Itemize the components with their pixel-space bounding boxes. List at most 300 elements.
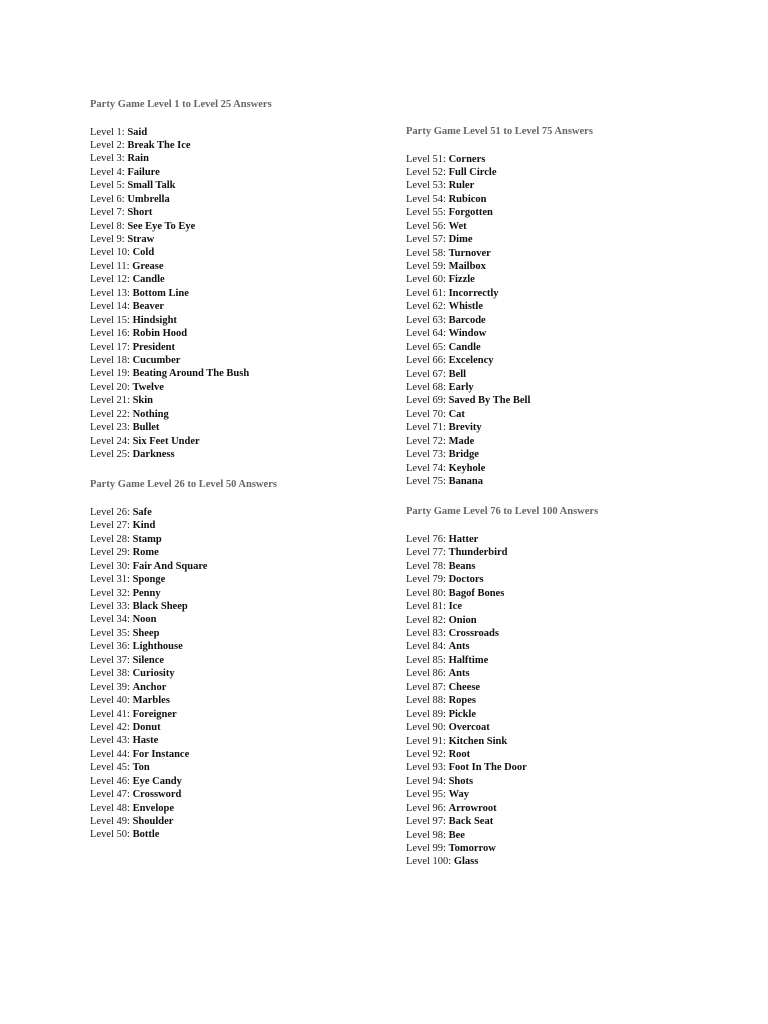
answer-list [406, 153, 706, 489]
level-label: Level 37: [90, 654, 130, 666]
answer-text: Foot In The Door [448, 762, 527, 774]
list-item [406, 300, 706, 313]
level-label: Level 25: [90, 449, 130, 460]
level-label: Level 69: [406, 395, 446, 407]
level-label: Level 49: [90, 816, 130, 827]
level-label: Level 87: [406, 681, 446, 693]
level-label: Level 91: [406, 735, 446, 747]
answer-text: Saved By The Bell [448, 395, 531, 407]
answer-text: Safe [132, 506, 152, 518]
level-label: Level 86: [406, 668, 446, 680]
level-label: Level 96: [406, 802, 446, 814]
list-item [406, 748, 706, 761]
level-label: Level 41: [90, 708, 130, 720]
level-label: Level 62: [406, 301, 446, 313]
answer-text: Bell [448, 368, 467, 380]
list-item [406, 421, 706, 434]
list-item [406, 681, 706, 694]
list-item [90, 260, 390, 273]
list-item [90, 126, 390, 139]
answer-text: Keyhole [448, 462, 486, 474]
level-label: Level 72: [406, 435, 446, 447]
answer-text: Arrowroot [448, 802, 497, 814]
answer-text: Anchor [132, 681, 167, 693]
level-label: Level 94: [406, 775, 446, 787]
answer-text: Fair And Square [132, 560, 208, 572]
level-label: Level 63: [406, 314, 446, 326]
level-label: Level 39: [90, 681, 130, 693]
answer-text: Noon [132, 614, 157, 626]
answer-text: Onion [448, 614, 477, 626]
list-item [406, 842, 706, 855]
level-label: Level 78: [406, 560, 446, 572]
section-heading: Party Game Level 26 to Level 50 Answers [90, 479, 277, 491]
answer-text: Wet [448, 220, 467, 232]
answer-text: For Instance [132, 748, 190, 760]
level-label: Level 68: [406, 381, 446, 393]
answer-text: Straw [127, 234, 155, 245]
answer-text: Shoulder [132, 816, 174, 827]
list-item [90, 708, 390, 721]
section-heading: Party Game Level 51 to Level 75 Answers [406, 126, 593, 137]
section-heading: Party Game Level 1 to Level 25 Answers [90, 99, 272, 110]
level-label: Level 51: [406, 153, 446, 165]
answer-text: Eye Candy [132, 775, 182, 787]
list-item [406, 394, 706, 407]
level-label: Level 35: [90, 627, 130, 639]
level-label: Level 48: [90, 802, 130, 814]
list-item [406, 179, 706, 192]
list-item [90, 233, 390, 246]
list-item [90, 573, 390, 586]
level-label: Level 9: [90, 234, 125, 245]
list-item [406, 587, 706, 600]
list-item [90, 435, 390, 448]
list-item [406, 193, 706, 206]
answer-text: Rome [132, 547, 159, 559]
list-item [90, 220, 390, 233]
level-label: Level 22: [90, 408, 130, 420]
answer-text: Corners [448, 153, 486, 165]
answer-text: Break The Ice [127, 139, 191, 151]
level-label: Level 27: [90, 520, 130, 532]
list-item [90, 166, 390, 179]
level-label: Level 34: [90, 614, 130, 626]
answer-text: President [132, 341, 175, 353]
level-label: Level 38: [90, 668, 130, 680]
list-item [406, 721, 706, 734]
answer-text: Darkness [132, 449, 175, 460]
level-label: Level 19: [90, 368, 130, 380]
list-item [406, 788, 706, 801]
level-label: Level 6: [90, 193, 125, 205]
answer-text: Black Sheep [132, 601, 188, 612]
answer-list [90, 506, 390, 842]
answer-text: Doctors [448, 574, 484, 586]
answer-text: Way [448, 789, 469, 801]
list-item [90, 341, 390, 354]
list-item [406, 408, 706, 421]
list-item [90, 748, 390, 761]
answer-text: Bridge [448, 449, 479, 461]
answer-text: Ton [132, 762, 150, 774]
list-item [90, 828, 390, 841]
section-heading: Party Game Level 76 to Level 100 Answers [406, 506, 599, 518]
answer-text: Skin [132, 395, 154, 407]
answer-text: See Eye To Eye [127, 220, 196, 232]
list-item [406, 654, 706, 667]
answer-text: Cucumber [132, 354, 181, 366]
list-item [406, 546, 706, 559]
level-label: Level 43: [90, 735, 130, 747]
answer-text: Short [127, 207, 153, 219]
level-label: Level 98: [406, 829, 446, 841]
list-item [406, 640, 706, 653]
answer-text: Candle [448, 341, 481, 353]
answer-text: Bottom Line [132, 287, 189, 299]
list-item [90, 506, 390, 519]
answer-text: Overcoat [448, 722, 490, 734]
answer-text: Incorrectly [448, 287, 499, 299]
answer-text: Failure [127, 166, 160, 178]
level-label: Level 60: [406, 274, 446, 286]
level-label: Level 4: [90, 166, 125, 178]
list-item [406, 233, 706, 246]
level-label: Level 73: [406, 449, 446, 461]
level-label: Level 31: [90, 574, 130, 586]
answer-text: Cheese [448, 681, 481, 693]
level-label: Level 81: [406, 601, 446, 613]
level-label: Level 30: [90, 560, 130, 572]
list-item [406, 273, 706, 286]
answer-text: Hindsight [132, 314, 177, 326]
answer-text: Crossroads [448, 628, 499, 639]
list-item [406, 694, 706, 707]
left-column [90, 98, 390, 842]
answers-section [406, 505, 706, 868]
list-item [90, 667, 390, 680]
answer-text: Root [448, 748, 471, 760]
level-label: Level 83: [406, 628, 446, 639]
list-item [90, 448, 390, 461]
answer-text: Tomorrow [448, 843, 496, 854]
answer-text: Robin Hood [132, 328, 188, 340]
answer-text: Early [448, 381, 474, 393]
level-label: Level 10: [90, 247, 130, 259]
list-item [406, 761, 706, 774]
answer-text: Kind [132, 520, 156, 532]
list-item [90, 421, 390, 434]
answer-text: Donut [132, 721, 161, 733]
level-label: Level 100: [406, 856, 452, 868]
answer-text: Halftime [448, 654, 489, 666]
answer-text: Bottle [132, 829, 160, 841]
list-item [406, 462, 706, 475]
list-item [406, 354, 706, 367]
list-item [406, 735, 706, 748]
answer-text: Bee [448, 829, 465, 841]
level-label: Level 66: [406, 355, 446, 367]
answer-text: Bagof Bones [448, 587, 505, 599]
list-item [406, 829, 706, 842]
list-item [90, 654, 390, 667]
answer-text: Ruler [448, 180, 475, 192]
answers-section [90, 98, 390, 461]
answer-text: Full Circle [448, 166, 497, 178]
answer-list [406, 533, 706, 869]
list-item [406, 614, 706, 627]
answer-text: Pickle [448, 708, 476, 720]
answer-text: Rubicon [448, 193, 487, 205]
level-label: Level 16: [90, 328, 130, 340]
level-label: Level 61: [406, 287, 446, 299]
list-item [90, 139, 390, 152]
list-item [406, 560, 706, 573]
answer-text: Kitchen Sink [448, 735, 508, 747]
list-item [406, 220, 706, 233]
list-item [90, 600, 390, 613]
level-label: Level 55: [406, 207, 446, 219]
list-item [90, 287, 390, 300]
answer-text: Six Feet Under [132, 435, 200, 447]
level-label: Level 76: [406, 533, 446, 545]
list-item [90, 519, 390, 532]
answer-text: Brevity [448, 422, 482, 434]
answers-section [406, 125, 706, 488]
answer-text: Back Seat [448, 816, 494, 828]
list-item [90, 681, 390, 694]
answer-text: Cat [448, 408, 465, 420]
list-item [406, 855, 706, 868]
answer-text: Twelve [132, 381, 164, 393]
answer-text: Envelope [132, 802, 174, 814]
level-label: Level 12: [90, 274, 130, 286]
level-label: Level 85: [406, 654, 446, 666]
answer-text: Foreigner [132, 708, 177, 720]
answer-text: Nothing [132, 408, 169, 420]
answer-text: Excelency [448, 355, 494, 367]
answer-text: Rain [127, 153, 149, 165]
list-item [90, 193, 390, 206]
list-item [90, 721, 390, 734]
list-item [90, 627, 390, 640]
answer-text: Ants [448, 668, 470, 680]
answer-text: Sheep [132, 627, 160, 639]
list-item [406, 153, 706, 166]
answer-text: Bullet [132, 422, 160, 434]
answer-text: Window [448, 328, 487, 340]
list-item [406, 475, 706, 488]
level-label: Level 36: [90, 641, 130, 653]
list-item [406, 166, 706, 179]
list-item [406, 573, 706, 586]
list-item [90, 273, 390, 286]
level-label: Level 21: [90, 395, 130, 407]
answer-text: Turnover [448, 247, 491, 259]
level-label: Level 92: [406, 748, 446, 760]
level-label: Level 50: [90, 829, 130, 841]
answer-text: Thunderbird [448, 547, 508, 559]
list-item [406, 314, 706, 327]
list-item [406, 815, 706, 828]
list-item [90, 761, 390, 774]
level-label: Level 45: [90, 762, 130, 774]
list-item [406, 533, 706, 546]
answer-text: Haste [132, 735, 159, 747]
level-label: Level 44: [90, 748, 130, 760]
level-label: Level 11: [90, 260, 130, 272]
answer-text: Dime [448, 234, 473, 246]
answer-text: Said [127, 126, 148, 138]
level-label: Level 93: [406, 762, 446, 774]
list-item [406, 775, 706, 788]
list-item [90, 314, 390, 327]
list-item [90, 381, 390, 394]
list-item [90, 367, 390, 380]
list-item [90, 734, 390, 747]
level-label: Level 84: [406, 641, 446, 653]
right-column [406, 125, 706, 869]
list-item [90, 613, 390, 626]
answer-text: Beating Around The Bush [132, 368, 250, 380]
list-item [406, 260, 706, 273]
answer-text: Forgotten [448, 207, 493, 219]
list-item [406, 381, 706, 394]
answer-text: Small Talk [127, 180, 176, 192]
level-label: Level 26: [90, 506, 130, 518]
list-item [90, 354, 390, 367]
level-label: Level 24: [90, 435, 130, 447]
level-label: Level 8: [90, 220, 125, 232]
answer-text: Mailbox [448, 261, 486, 272]
level-label: Level 59: [406, 261, 446, 272]
level-label: Level 90: [406, 722, 446, 734]
answer-text: Whistle [448, 301, 483, 313]
list-item [90, 408, 390, 421]
level-label: Level 88: [406, 695, 446, 707]
level-label: Level 32: [90, 587, 130, 599]
list-item [406, 287, 706, 300]
list-item [90, 533, 390, 546]
level-label: Level 79: [406, 574, 446, 586]
level-label: Level 82: [406, 614, 446, 626]
answer-text: Fizzle [448, 274, 475, 286]
level-label: Level 64: [406, 328, 446, 340]
level-label: Level 2: [90, 139, 125, 151]
answer-text: Made [448, 435, 475, 447]
level-label: Level 54: [406, 193, 446, 205]
level-label: Level 77: [406, 547, 446, 559]
level-label: Level 67: [406, 368, 446, 380]
level-label: Level 74: [406, 462, 446, 474]
answer-text: Marbles [132, 695, 170, 707]
answer-text: Glass [453, 856, 479, 868]
level-label: Level 28: [90, 533, 130, 545]
answer-text: Beaver [132, 301, 165, 313]
list-item [90, 802, 390, 815]
answer-text: Lighthouse [132, 641, 183, 653]
level-label: Level 47: [90, 789, 130, 801]
level-label: Level 58: [406, 247, 446, 259]
answer-text: Umbrella [127, 193, 170, 205]
list-item [406, 600, 706, 613]
answer-list [90, 126, 390, 462]
list-item [406, 667, 706, 680]
answer-text: Beans [448, 560, 476, 572]
level-label: Level 80: [406, 587, 446, 599]
level-label: Level 95: [406, 789, 446, 801]
list-item [90, 327, 390, 340]
level-label: Level 40: [90, 695, 130, 707]
list-item [406, 435, 706, 448]
answers-section [90, 478, 390, 841]
answer-text: Sponge [132, 574, 166, 586]
list-item [90, 560, 390, 573]
answer-text: Silence [132, 654, 165, 666]
list-item [406, 368, 706, 381]
list-item [90, 179, 390, 192]
level-label: Level 3: [90, 153, 125, 165]
level-label: Level 33: [90, 601, 130, 612]
list-item [406, 247, 706, 260]
level-label: Level 52: [406, 166, 446, 178]
level-label: Level 23: [90, 422, 130, 434]
answer-text: Ropes [448, 695, 476, 707]
list-item [90, 694, 390, 707]
level-label: Level 29: [90, 547, 130, 559]
list-item [90, 300, 390, 313]
level-label: Level 53: [406, 180, 446, 192]
answer-text: Candle [132, 274, 165, 286]
list-item [406, 327, 706, 340]
list-item [406, 206, 706, 219]
level-label: Level 75: [406, 476, 446, 487]
level-label: Level 20: [90, 381, 130, 393]
answer-text: Ice [448, 601, 462, 613]
list-item [90, 775, 390, 788]
level-label: Level 46: [90, 775, 130, 787]
level-label: Level 42: [90, 721, 130, 733]
level-label: Level 14: [90, 301, 130, 313]
answer-text: Ants [448, 641, 470, 653]
level-label: Level 70: [406, 408, 446, 420]
level-label: Level 17: [90, 341, 130, 353]
level-label: Level 57: [406, 234, 446, 246]
list-item [90, 788, 390, 801]
answer-text: Grease [132, 260, 164, 272]
level-label: Level 65: [406, 341, 446, 353]
answer-text: Crossword [132, 789, 182, 801]
level-label: Level 18: [90, 354, 130, 366]
answer-text: Stamp [132, 533, 162, 545]
list-item [406, 448, 706, 461]
list-item [90, 246, 390, 259]
list-item [406, 802, 706, 815]
list-item [90, 206, 390, 219]
answer-text: Curiosity [132, 668, 175, 680]
level-label: Level 13: [90, 287, 130, 299]
level-label: Level 99: [406, 843, 446, 854]
answer-text: Shots [448, 775, 474, 787]
level-label: Level 97: [406, 816, 446, 828]
list-item [90, 546, 390, 559]
answer-text: Penny [132, 587, 161, 599]
level-label: Level 71: [406, 422, 446, 434]
level-label: Level 5: [90, 180, 125, 192]
level-label: Level 7: [90, 207, 125, 219]
answer-text: Banana [448, 476, 484, 487]
level-label: Level 15: [90, 314, 130, 326]
